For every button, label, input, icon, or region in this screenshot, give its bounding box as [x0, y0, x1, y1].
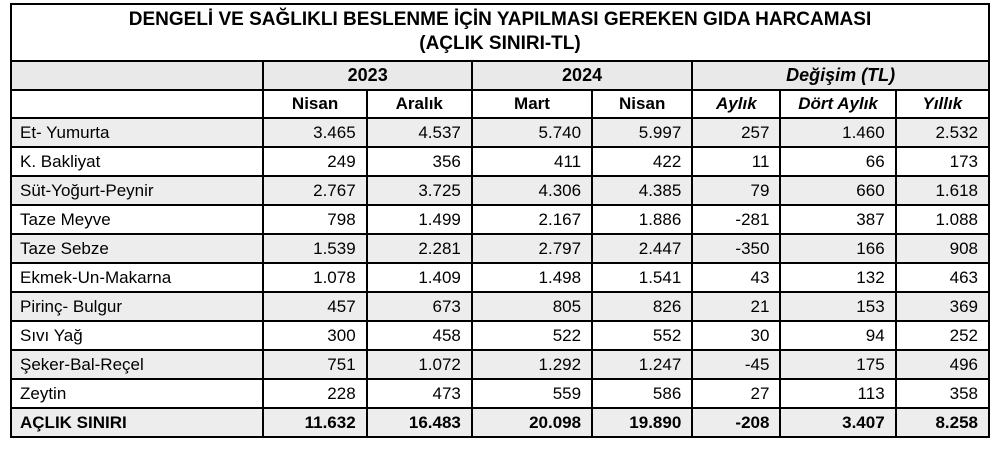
col-header-aylik: Aylık	[692, 90, 780, 118]
cell-value: 153	[780, 292, 895, 321]
cell-value: 1.886	[592, 205, 692, 234]
table-body	[11, 118, 989, 437]
cell-value: 2.281	[367, 234, 472, 263]
row-label: Zeytin	[11, 379, 263, 408]
cell-value: 132	[780, 263, 895, 292]
cell-value: 1.088	[896, 205, 989, 234]
cell-value: 463	[896, 263, 989, 292]
cell-value: -281	[692, 205, 780, 234]
table-row	[11, 234, 989, 263]
cell-value: 228	[263, 379, 366, 408]
cell-value: 805	[472, 292, 592, 321]
cell-value: 2.167	[472, 205, 592, 234]
table-row	[11, 321, 989, 350]
table-row	[11, 176, 989, 205]
cell-value: 5.740	[472, 118, 592, 147]
empty-corner-cell	[11, 90, 263, 118]
col-header-nisan-2024: Nisan	[592, 90, 692, 118]
table-row	[11, 205, 989, 234]
cell-value: 356	[367, 147, 472, 176]
row-label: Taze Meyve	[11, 205, 263, 234]
cell-value: 66	[780, 147, 895, 176]
cell-value: 1.247	[592, 350, 692, 379]
cell-value: -45	[692, 350, 780, 379]
table-row	[11, 118, 989, 147]
cell-value: 1.539	[263, 234, 366, 263]
table-row	[11, 292, 989, 321]
cell-value: 2.767	[263, 176, 366, 205]
cell-value: 458	[367, 321, 472, 350]
cell-value: -350	[692, 234, 780, 263]
column-group-header-row	[11, 61, 989, 90]
cell-value: 175	[780, 350, 895, 379]
cell-value: 908	[896, 234, 989, 263]
table-title-row	[11, 4, 989, 61]
row-label: Sıvı Yağ	[11, 321, 263, 350]
table-row	[11, 350, 989, 379]
cell-value: 1.541	[592, 263, 692, 292]
cell-value: 586	[592, 379, 692, 408]
cell-value: 1.409	[367, 263, 472, 292]
col-group-2024: 2024	[472, 61, 692, 90]
row-label: K. Bakliyat	[11, 147, 263, 176]
col-group-change: Değişim (TL)	[692, 61, 989, 90]
cell-value: 552	[592, 321, 692, 350]
cell-value: 8.258	[896, 408, 989, 437]
cell-value: 1.460	[780, 118, 895, 147]
cell-value: 1.498	[472, 263, 592, 292]
cell-value: 249	[263, 147, 366, 176]
cell-value: 252	[896, 321, 989, 350]
table-row	[11, 147, 989, 176]
cell-value: 3.407	[780, 408, 895, 437]
cell-value: 1.499	[367, 205, 472, 234]
cell-value: 257	[692, 118, 780, 147]
cell-value: 473	[367, 379, 472, 408]
row-label: Taze Sebze	[11, 234, 263, 263]
row-label: Ekmek-Un-Makarna	[11, 263, 263, 292]
cell-value: 21	[692, 292, 780, 321]
cell-value: 4.385	[592, 176, 692, 205]
cell-value: 673	[367, 292, 472, 321]
cell-value: 387	[780, 205, 895, 234]
cell-value: 2.532	[896, 118, 989, 147]
cell-value: 166	[780, 234, 895, 263]
cell-value: 27	[692, 379, 780, 408]
cell-value: 422	[592, 147, 692, 176]
table-title	[11, 4, 989, 61]
row-label: Süt-Yoğurt-Peynir	[11, 176, 263, 205]
cell-value: 1.618	[896, 176, 989, 205]
food-expenditure-table	[10, 3, 990, 438]
cell-value: 300	[263, 321, 366, 350]
cell-value: 19.890	[592, 408, 692, 437]
cell-value: 3.725	[367, 176, 472, 205]
cell-value: 2.797	[472, 234, 592, 263]
cell-value: 457	[263, 292, 366, 321]
cell-value: 1.078	[263, 263, 366, 292]
cell-value: 4.306	[472, 176, 592, 205]
cell-value: 798	[263, 205, 366, 234]
empty-corner-cell	[11, 61, 263, 90]
cell-value: 1.292	[472, 350, 592, 379]
cell-value: 1.072	[367, 350, 472, 379]
cell-value: 411	[472, 147, 592, 176]
col-header-yillik: Yıllık	[896, 90, 989, 118]
cell-value: 496	[896, 350, 989, 379]
cell-value: 369	[896, 292, 989, 321]
cell-value: 3.465	[263, 118, 366, 147]
cell-value: -208	[692, 408, 780, 437]
row-label: Şeker-Bal-Reçel	[11, 350, 263, 379]
cell-value: 16.483	[367, 408, 472, 437]
table-title-line2: (AÇLIK SINIRI-TL)	[419, 33, 581, 54]
table-title-line1: DENGELİ VE SAĞLIKLI BESLENME İÇİN YAPILMASI GEREKEN GIDA HARCAMASI	[128, 9, 872, 30]
col-header-nisan-2023: Nisan	[263, 90, 366, 118]
col-group-2023: 2023	[263, 61, 471, 90]
cell-value: 2.447	[592, 234, 692, 263]
cell-value: 94	[780, 321, 895, 350]
row-label: Pirinç- Bulgur	[11, 292, 263, 321]
cell-value: 751	[263, 350, 366, 379]
table-row	[11, 379, 989, 408]
cell-value: 11	[692, 147, 780, 176]
cell-value: 20.098	[472, 408, 592, 437]
cell-value: 79	[692, 176, 780, 205]
cell-value: 559	[472, 379, 592, 408]
cell-value: 173	[896, 147, 989, 176]
column-subheader-row	[11, 90, 989, 118]
cell-value: 30	[692, 321, 780, 350]
cell-value: 660	[780, 176, 895, 205]
row-label: AÇLIK SINIRI	[11, 408, 263, 437]
cell-value: 113	[780, 379, 895, 408]
total-row	[11, 408, 989, 437]
row-label: Et- Yumurta	[11, 118, 263, 147]
col-header-dort-aylik: Dört Aylık	[780, 90, 895, 118]
cell-value: 43	[692, 263, 780, 292]
table-row	[11, 263, 989, 292]
cell-value: 11.632	[263, 408, 366, 437]
cell-value: 5.997	[592, 118, 692, 147]
col-header-mart-2024: Mart	[472, 90, 592, 118]
cell-value: 4.537	[367, 118, 472, 147]
col-header-aralik-2023: Aralık	[367, 90, 472, 118]
cell-value: 826	[592, 292, 692, 321]
cell-value: 358	[896, 379, 989, 408]
cell-value: 522	[472, 321, 592, 350]
